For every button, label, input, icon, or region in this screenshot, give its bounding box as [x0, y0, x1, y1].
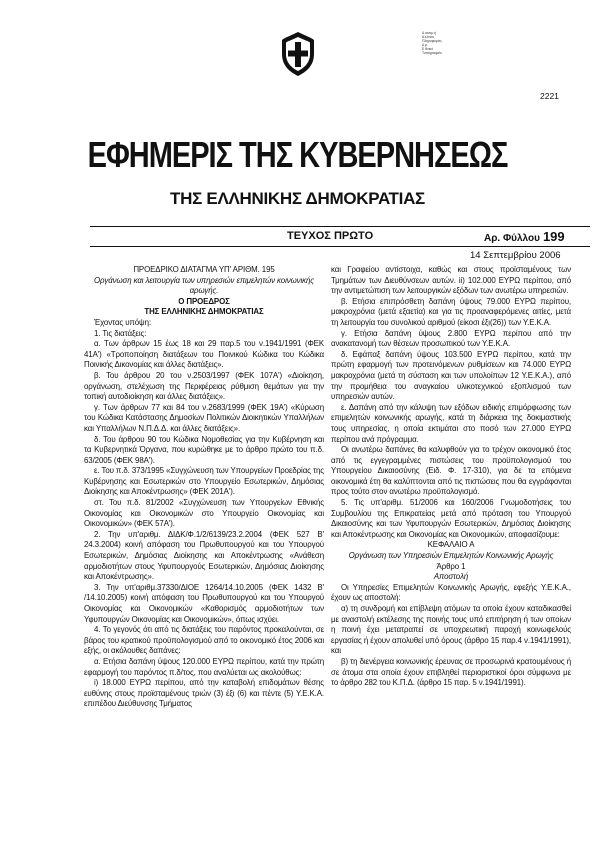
- paragraph: ΚΕΦΑΛΑΙΟ Α: [427, 540, 475, 550]
- issue-date: 14 Σεπτεμβρίου 2006: [470, 250, 561, 261]
- paragraph: και Γραφείου αντίστοιχα, καθώς και στους προϊσταμένους των Τμημάτων των Διευθύνσεων αυτών. ii) 102.000 ΕΥΡΩ περίπου, από την αντιμετώπιση των λειτουργικών εξόδων των ανωτέρω υπηρεσιών.: [331, 265, 571, 296]
- stamp-line: Δ ιανομ ή: [422, 31, 437, 35]
- paragraph: γ. Ετήσια δαπάνη ύψους 2.800 ΕΥΡΩ περίπου από την ανακατανομή των θέσεων προσωπικού των Υ.Ε.Κ.Α.: [331, 328, 571, 349]
- paragraph: ΠΡΟΕΔΡΙΚΟ ΔΙΑΤΑΓΜΑ ΥΠ' ΑΡΙΘΜ. 195: [133, 265, 275, 274]
- paragraph: 3. Την υπ'αριθμ.37330/ΔΙΟΕ 1264/14.10.2005 (ΦΕΚ 1432 Β' /14.10.2005) κοινή απόφαση του Πρωθυπουργού και του Υπουργού Οικονομίας και Οικονομικών «Καθορισμός αρμοδιοτήτων των Υφυπουργών Οικονομίας και Οικονομικών», όπως ισχύει.: [84, 582, 324, 624]
- paragraph: β. Του άρθρου 20 του ν.2503/1997 (ΦΕΚ 107Α') «Διοίκηση, οργάνωση, στελέχωση της Περιφέρειας ρύθμιση θεμάτων για την τοπική αυτοδιοίκηση και άλλες διατάξεις».: [84, 370, 324, 402]
- paragraph: ΤΗΣ ΕΛΛΗΝΙΚΗΣ ΔΗΜΟΚΡΑΤΙΑΣ: [144, 307, 264, 317]
- stamp-line: Ε θνικό: [422, 47, 434, 52]
- paragraph: Αποστολή: [433, 572, 469, 582]
- paragraph: ε. Δαπάνη από την κάλυψη των εξόδων ειδικής επιμόρφωσης των επιμελητών κοινωνικής αρωγής, κατά τη διάρκεια της δοκιμαστικής τους υπηρεσίας, η οποία εκτιμάται στο ποσό των 27.000 ΕΥΡΩ περίπου ανά πρόγραμμα.: [331, 402, 571, 444]
- issue-label: ΤΕΥΧΟΣ ΠΡΩΤΟ: [287, 230, 374, 242]
- stamp-line: Δ ελτίου: [422, 35, 435, 40]
- gazette-masthead: ΕΦΗΜΕΡΙΣ ΤΗΣ ΚΥΒΕΡΝΗΣΕΩΣ: [87, 135, 508, 176]
- paragraph: Έχοντας υπόψη:: [94, 317, 151, 327]
- leaf-number: 199: [542, 229, 565, 244]
- leaf-label: Αρ. Φύλλου: [484, 233, 540, 244]
- stamp-line: Τυπογραφείο: [422, 51, 442, 56]
- paragraph: Οι ανωτέρω δαπάνες θα καλυφθούν για το τρέχον οικονομικό έτος από τις εγγεγραμμένες πιστώσεις του προϋπολογισμού του Υπουργείου Δικαιοσύνης (Ειδ. Φ. 17-310), για δε τα επόμενα οικονομικά έτη θα καλύπτονται από τις πιστώσεις που θα εγγράφονται προς τούτο στον ανωτέρω προϋπολογισμό.: [331, 445, 571, 497]
- paragraph: α. Των άρθρων 15 έως 18 και 29 παρ.5 του ν.1941/1991 (ΦΕΚ 41Α') «Τροποποίηση διατάξεων του Ποινικού Κώδικα του Κώδικα Ποινικής Δικονομίας και άλλες διατάξεις».: [84, 339, 324, 370]
- paragraph: ε. Του π.δ. 373/1995 «Συγχώνευση των Υπουργείων Προεδρίας της Κυβέρνησης και Εσωτερικών στο Υπουργείο Εσωτερικών, Δημόσιας Διοίκησης και Αποκέντρωσης» (ΦΕΚ 201Α').: [84, 466, 324, 497]
- page-number: 2221: [540, 91, 559, 101]
- paragraph: γ. Των άρθρων 77 και 84 του ν.2683/1999 (ΦΕΚ 19Α') «Κύρωση του Κώδικα Κατάστασης Δημοσίων Πολιτικών Διοικητικών Υπαλλήλων και Υπαλλήλων Ν.Π.Δ.Δ. και άλλες διατάξεις».: [84, 402, 324, 433]
- paragraph: Οργάνωση των Υπηρεσιών Επιμελητών Κοινωνικής Αρωγής: [348, 551, 554, 561]
- paragraph: α. Ετήσια δαπάνη ύψους 120.000 ΕΥΡΩ περίπου, κατά την πρώτη εφαρμογή του παρόντος π.δ/τος, που αναλύεται ως ακολούθως:: [84, 656, 324, 677]
- paragraph: δ. Εφάπαξ δαπάνη ύψους 103.500 ΕΥΡΩ περίπου, κατά την πρώτη εφαρμογή των προτεινόμενων ρυθμίσεων και 74.000 ΕΥΡΩ μακροχρόνια (μετά τη σύσταση και των υπολοίπων 12 Υ.Ε.Κ.Α.), από την προμήθεια του αναγκαίου υλικοτεχνικού εξοπλισμού των υπηρεσιών αυτών.: [331, 349, 571, 402]
- paragraph: β. Ετήσια επιπρόσθετη δαπάνη ύψους 79.000 ΕΥΡΩ περίπου, μακροχρόνια (μετά εξαετία) και για τις προαναφερόμενες αιτίες, μετά τη λειτουργία του συνολικού αριθμού (είκοσι έξι(26)) των Υ.Ε.Κ.Α.: [331, 296, 571, 327]
- paragraph: i) 18.000 ΕΥΡΩ περίπου, από την καταβολή επιδομάτων θέσης ευθύνης στους προϊσταμένους τριών (3) έξι (6) και πέντε (5) Υ.Ε.Κ.Α. επιπέδου Διεύθυνσης Τμήματος: [84, 678, 324, 709]
- leaf-number-block: [484, 229, 565, 244]
- paragraph: Ο ΠΡΟΕΔΡΟΣ: [178, 296, 230, 306]
- paragraph: 5. Τις υπ'αριθμ. 51/2006 και 160/2006 Γνωμοδοτήσεις του Συμβουλίου της Επικρατείας μετά από πρόταση του Υπουργού Δικαιοσύνης και των Υφυπουργών Εσωτερικών, Δημόσιας Διοίκησης και Αποκέντρωσης και Οικονομίας και Οικονομικών, αποφασίζουμε:: [331, 498, 571, 539]
- stamp-line: Πληροφορίες: [422, 39, 442, 44]
- paragraph: β) τη διενέργεια κοινωνικής έρευνας σε προσωρινά κρατουμένους ή σε άτομα στα οποία έχουν επιβληθεί περιοριστικοί όροι σύμφωνα με το άρθρο 282 του Κ.Π.Δ. (άρθρο 15 παρ. 5 ν.1941/1991).: [331, 656, 571, 688]
- header-rule-bottom: [90, 246, 590, 247]
- paragraph: δ. Του άρθρου 90 του Κώδικα Νομοθεσίας για την Κυβέρνηση και τα Κυβερνητικά Όργανα, που κυρώθηκε με το άρθρο πρώτο του π.δ. 63/2005 (ΦΕΚ 98Α').: [84, 434, 324, 465]
- paragraph: α) τη συνδρομή και επίβλεψη ατόμων τα οποία έχουν καταδικασθεί με αναστολή εκτέλεσης της ποινής τους υπό επιτήρηση ή των οποίων η ποινή έχει μετατραπεί σε υποχρεωτική παροχή κοινωφελούς εργασίας ή έχουν απολυθεί υπό όρους (άρθρο 15 παρ.4 ν.1941/1991), και: [331, 604, 571, 656]
- paragraph: Οργάνωση και λειτουργία των υπηρεσιών επιμελητών κοινωνικής αρωγής.: [93, 275, 315, 296]
- greek-coat-of-arms-icon: [278, 30, 318, 78]
- paragraph: 4. Το γεγονός ότι από τις διατάξεις του παρόντος προκαλούνται, σε βάρος του κρατικού προϋπολογισμού από το οικονομικό έτος 2006 και εξής, οι ακόλουθες δαπάνες:: [84, 625, 324, 656]
- stamp-line: Α ρ.: [422, 43, 428, 48]
- paragraph: 1. Τις διατάξεις:: [94, 328, 147, 338]
- header-rule-top: [90, 226, 590, 227]
- left-column: [84, 265, 324, 710]
- paragraph: Οι Υπηρεσίες Επιμελητών Κοινωνικής Αρωγής, εφεξής Υ.Ε.Κ.Α., έχουν ως αποστολή:: [331, 582, 571, 603]
- paragraph: Άρθρο 1: [436, 561, 466, 571]
- paragraph: 2. Την υπ'αριθμ. ΔΙΔΚ/Φ.1/2/6139/23.2.2004 (ΦΕΚ 527 Β' 24.3.2004) κοινή απόφαση του Πρωθυπουργού και του Υπουργού Εσωτερικών, Δημόσιας Διοίκησης και Αποκέντρωσης «Ανάθεση αρμοδιοτήτων στους Υφυπουργούς Εσωτερικών, Δημόσιας Διοίκησης και Αποκέντρωσης».: [84, 529, 324, 582]
- paragraph: στ. Του π.δ. 81/2002 «Συγχώνευση των Υπουργείων Εθνικής Οικονομίας και Οικονομικών στο Υπουργείο Οικονομίας και Οικονομικών» (ΦΕΚ 57Α').: [84, 498, 324, 529]
- distribution-stamp: [422, 31, 472, 56]
- gazette-subhead: ΤΗΣ ΕΛΛΗΝΙΚΗΣ ΔΗΜΟΚΡΑΤΙΑΣ: [170, 189, 425, 208]
- right-column: [331, 265, 571, 689]
